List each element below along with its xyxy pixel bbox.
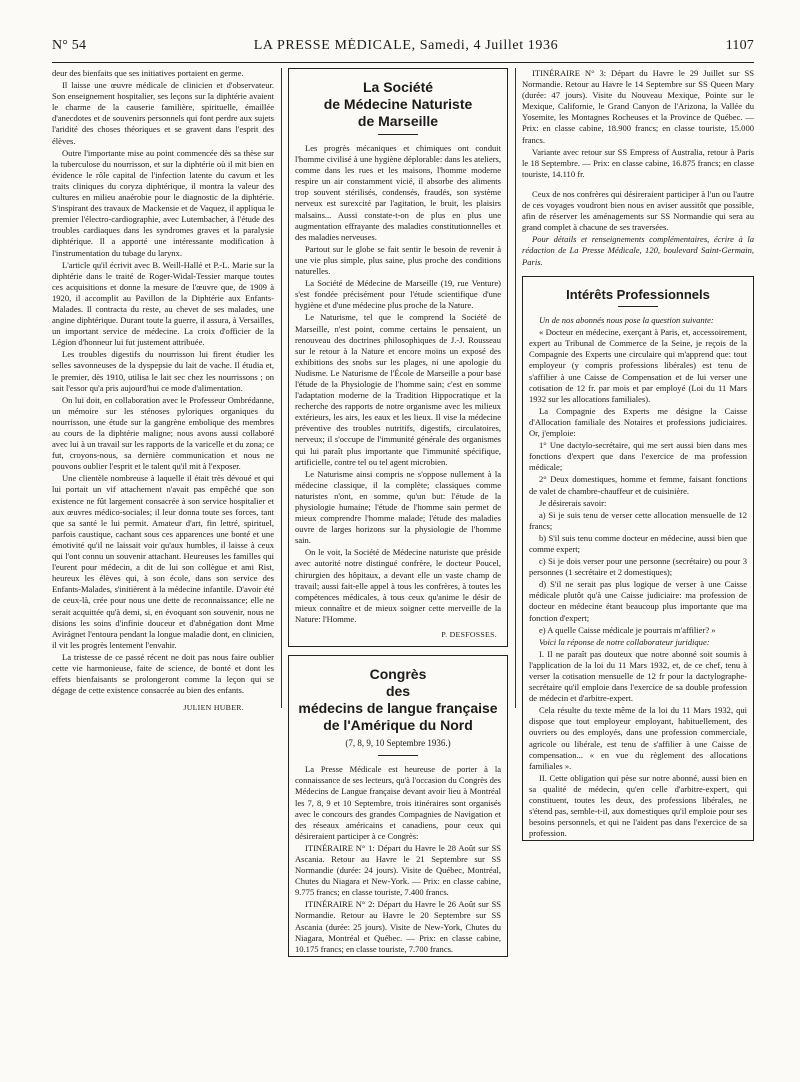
- paragraph: c) Si je dois verser pour une personne (secrétaire) ou pour 3 personnes (1 secrétaire et 2 domestiques);: [529, 556, 747, 578]
- page-header: [52, 38, 754, 60]
- paragraph: Une clientèle nombreuse à laquelle il était très dévoué et qui lui portait un vif attachement n'avait pas empêché que son existence ne fût largement consacrée à son service hospitalier et aux œuvres médico-sociales; il leur donna toute ses forces, tant que sa santé le lui permit. Amateur d'art, fin lettré, spirituel, parfois caustique, cachant sous ces apparences une bonté et une émotivité qu'il ne laissait voir qu'aux humbles, il laisse à ceux qui l'ont connu un souvenir attachant. Heureuses les familles qui l'eurent pour médecin, a dit de lui son collègue et ami Rist, heureux les élèves qui, à son école, dans son service des Enfants-Malades, s'initièrent à la médecine infantile. D'avoir été de ceux-là, crée pour nous une dette de reconnaissance; elle ne serait acquittée qu'à demi, si, en évoquant son souvenir, nous ne disions les soins d'infinie douceur et d'abnégation dont Mme Avirágnet l'entoura pendant la longue maladie dont, en clinicien, il vit les progrès lentement l'envahir.: [52, 473, 274, 650]
- column-2: [288, 68, 508, 1078]
- paragraph: Partout sur le globe se fait sentir le besoin de revenir à une vie plus simple, plus saine, plus proche des conditions naturelles.: [295, 243, 501, 277]
- article-title: Intérêts Professionnels: [566, 286, 710, 302]
- header-rule: [52, 62, 754, 63]
- paragraph: Les troubles digestifs du nourrisson lui firent étudier les selles savonneuses de la dyspepsie du lait de vache. Il étudia et, le premier, dès 1910, utilisa le lait sec chez les nourrissons ; on sait l'essor qu'a pris aujourd'hui ce mode d'alimentation.: [52, 349, 274, 393]
- paragraph: Pour détails et renseignements complémentaires, écrire à la rédaction de La Presse Médicale, 120, boulevard Saint-Germain, Paris.: [522, 234, 754, 267]
- paragraph: II. Cette obligation qui pèse sur notre abonné, aussi bien en sa qualité de médecin, qu'en celle d'arbitre-expert, qui constituent, toutes les deux, des professions libérales, ne s'étend pas, semble-t-il, aux domestiques qu'il emploie pour ses besoins personnels, et qui ne l'aident pas dans l'exercice de sa profession.: [529, 772, 747, 839]
- itinerary: ITINÉRAIRE N° 3: Départ du Havre le 29 Juillet sur SS Normandie. Retour au Havre le 14 Septembre sur SS Queen Mary (durée: 47 jours). Visite du Nouveau Mexique, Pointe sur le Mexique, Californie, le Grand Canyon de l'Arizona, la Vallée du Yosemite, les Montagnes Rocheuses et la Province de Québec. — Prix: en classe cabine, 18.900 francs; en classe touriste, 15.000 francs.: [522, 68, 754, 145]
- title-rule: [378, 134, 418, 135]
- column-rule: [515, 68, 516, 708]
- paragraph: Je désirerais savoir:: [539, 497, 607, 508]
- congress-dates: (7, 8, 9, 10 Septembre 1936.): [345, 738, 451, 749]
- congres-article: [288, 655, 508, 957]
- publication-line: LA PRESSE MÉDICALE, Samedi, 4 Juillet 1936: [253, 38, 559, 53]
- title-line: de Marseille: [357, 113, 439, 129]
- paragraph: On lui doit, en collaboration avec le Professeur Ombrédanne, un mémoire sur les sténoses pyloriques organiques du nourrisson, une étude sur la gangrène embolique des membres au cours de la diphtérie maligne; nous avons aussi collaboré avec lui à un travail sur les rapports de la varicelle et du zona; ce fut, croyons-nous, sa dernière communication et nous ne pouvons oublier l'esprit et le talent qu'il mit à l'exposer.: [52, 394, 274, 472]
- title-line: des: [385, 683, 411, 700]
- title-line: La Société: [362, 79, 434, 95]
- paragraph: Il laisse une œuvre médicale de clinicien et d'observateur. Son enseignement hospitalier, ses leçons sur la diphtérie avaient le charme de la causerie familière, spirituelle, émaillée d'anecdotes et de souvenirs personnels qui font perdre aux sujets l'aridité des choses théoriques et se gravent dans l'esprit des élèves.: [52, 80, 274, 146]
- paragraph: La tristesse de ce passé récent ne doit pas nous faire oublier cette vie harmonieuse, faite de science, de bonté et dont les effets bienfaisants se prolongeront comme la leçon qui se dégage de cette existence consacrée au bien des enfants.: [52, 651, 274, 696]
- title-rule: [618, 306, 658, 307]
- author-signature: P. DESFOSSES.: [441, 630, 497, 640]
- paragraph: Outre l'importante mise au point commencée dès sa thèse sur la tuberculose du nourrisson, et sur la diphtérie où il mit bien en évidence le rôle capital de l'infection latente du cavum et les traits cliniques du coryza diphtérique, il montra la valeur des cultures en milieu anaérobie pour le diagnostic de la diphtérie. S'inspirant des travaux de Mackensie et de Vaquez, il appliqua le premier l'électro-cardiographie, avec Lutembacher, à l'étude des troubles cardiaques dans les syndromes graves et la paralysie diphtérique. Il a apporté une intéressante modification à l'instrumentation du tubage du larynx.: [52, 147, 274, 258]
- title-line: de Médecine Naturiste: [323, 96, 473, 112]
- column-rule: [281, 68, 282, 708]
- paragraph: a) Si je suis tenu de verser cette allocation mensuelle de 12 francs;: [529, 509, 747, 531]
- paragraph: La Compagnie des Experts me désigne la Caisse d'Allocation familiale des Notaires et professions judiciaires. Or, j'emploie:: [529, 405, 747, 439]
- paragraph: « Docteur en médecine, exerçant à Paris, et, accessoirement, expert au Tribunal de Commerce de la Seine, je reçois de la Compagnie des Experts une circulaire qui m'apprend que: tout employeur (y compris professions libérales) est tenu de s'affilier à une Caisse de Compensation et de lui verser une cotisation de 12 fr. par mois et par employé (Loi du 11 Mars 1932 sur les allocations familiales).: [529, 327, 747, 404]
- paragraph: Ceux de nos confrères qui désireraient participer à l'un ou l'autre de ces voyages voudront bien nous en aviser aussitôt que possible, afin de réserver les aménagements sur SS Normandie qui sera au grand complet à chacune de ses traversées.: [522, 188, 754, 233]
- paragraph: deur des bienfaits que ses initiatives portaient en germe.: [52, 68, 244, 78]
- paragraph: I. Il ne paraît pas douteux que notre abonné soit soumis à l'application de la loi du 11 Mars 1932, et, de ce chef, tenu à verser la cotisation mensuelle de 12 fr pour la dactylographe-secrétaire qu'il emploie dans l'exercice de sa double profession de médecin et d'arbitre-expert.: [529, 648, 747, 704]
- journal-page: [52, 38, 754, 1078]
- title-rule: [378, 755, 418, 756]
- paragraph: Le Naturisme ainsi compris ne s'oppose nullement à la médecine classique, il la complète; classiques comme naturistes n'ont, en somme, qu'un but: l'étude de la physiologie humaine; l'étude de l'homme sain permet de mieux comprendre l'homme malade; l'étude des maladies ouvre de larges horizons sur la physiologie de l'homme sain.: [295, 468, 501, 546]
- paragraph: 2° Deux domestiques, homme et femme, faisant fonctions de valet de chambre-chauffeur et de cuisinière.: [529, 474, 747, 496]
- paragraph: Cela résulte du texte même de la loi du 11 Mars 1932, qui dispose que tout employeur employant, habituellement, des ouvriers ou des employés, dans une profession commerciale, agricole ou libérale, est tenu de s'affilier à une Caisse de compensation... « en vue du règlement des allocations familiales ».: [529, 705, 747, 771]
- paragraph: Le Naturisme, tel que le comprend la Société de Marseille, n'est point, comme certains le pensaient, un renouveau des doctrines philosophiques de J.-J. Rousseau sur le retour à la Nature et encore moins un exposé des exhibitions des snobs sur les plages, ni une apologie du Nudisme. Le Naturisme de l'École de Marseille a pour base l'étude de la Physiologie de l'homme sain; c'est en somme l'adaptation moderne de la Tradition Hippocratique et la recherche des rapports de notre organisme avec les milieux extérieurs, les airs, les eaux et les lieux. Il vise la médecine préventive des troubles nutritifs, digestifs, circulatoires, nerveux; il s'occupe de l'immunité générale des organismes qui lui paraît plus importante que l'immunité spécifique, artificielle, contre tel ou tel agent microbien.: [295, 312, 501, 467]
- itinerary: ITINÉRAIRE N° 2: Départ du Havre le 26 Août sur SS Normandie. Retour au Havre le 20 Septembre sur SS Ascania (durée: 25 jours). Visite de New-York, Chutes du Niagara, Montréal et Québec. — Prix: en classe cabine, 10.175 francs; en classe touriste, 7.700 francs.: [295, 899, 501, 954]
- column-1: [52, 68, 274, 1078]
- article-title: [295, 79, 501, 130]
- societe-article: [288, 68, 508, 647]
- paragraph: d) S'il ne serait pas plus logique de verser à une Caisse médicale plutôt qu'à une Caisse judiciaire: ma profession de docteur en médecine étant beaucoup plus importante que ma fonction d'expert;: [529, 579, 747, 623]
- paragraph: L'article qu'il écrivit avec B. Weill-Hallé et P.-L. Marie sur la diphtérie dans le traité de Roger-Widal-Tessier marque toutes ces acquisitions et donne la mesure de l'œuvre que, de 1909 à 1920, il accomplit au Pavillon de la Diphtérie aux Enfants-Malades. Il contracta du reste, au chevet de ses malades, une angine diphtérique. Durant toute la guerre, il assura, à Versailles, un important service de médecine. La croix d'officier de la Légion d'honneur lui fut justement attribuée.: [52, 259, 274, 348]
- title-line: médecins de langue française: [298, 700, 498, 717]
- article-title: [295, 666, 501, 734]
- page-number: 1107: [725, 38, 754, 53]
- paragraph: Voici la réponse de notre collaborateur juridique:: [539, 636, 710, 647]
- paragraph: On le voit, la Société de Médecine naturiste que préside avec autorité notre distingué confrère, le docteur Poucel, chirurgien des hôpitaux, a devant elle un vaste champ de travail; aussi fait-elle appel à tous les confrères, à toutes les compétences médicales, à tous ceux qu'anime le désir de mieux connaître et de mieux soigner cette merveille de la Nature: l'Homme.: [295, 547, 501, 624]
- paragraph: b) S'il suis tenu comme docteur en médecine, aussi bien que comme expert;: [529, 532, 747, 554]
- author-signature: JULIEN HUBER.: [183, 703, 244, 713]
- issue-number: N° 54: [52, 38, 87, 53]
- paragraph: Les progrès mécaniques et chimiques ont conduit l'homme civilisé à une hygiène déplorable: dans les ateliers, comme dans les rues et les maisons, l'homme moderne respire un air constamment vicié, il absorbe des aliments trop souvent stérilisés, condensés, fraudés, son système nerveux est surexcité par l'agitation, le bruit, les plaisirs malsains... Aussi constate-t-on de plus en plus une augmentation effrayante des maladies constitutionnelles et des maladies nerveuses.: [295, 143, 501, 242]
- paragraph: La Société de Médecine de Marseille (19, rue Venture) s'est fondée précisément pour l'étude scientifique d'une hygiène et d'une médecine plus proche de la Nature.: [295, 278, 501, 311]
- interets-article: [522, 276, 754, 842]
- paragraph: Un de nos abonnés nous pose la question suivante:: [539, 315, 714, 326]
- paragraph: La Presse Médicale est heureuse de porter à la connaissance de ses lecteurs, qu'à l'occasion du Congrès des Médecins de Langue française devant avoir lieu à Montréal les 7, 8, 9 et 10 Septembre, trois itinéraires sont organisés avec le concours des grandes Compagnies de Navigation et des réseaux américains et canadiens, pour ceux qui désireraient participer à ce Congrès:: [295, 764, 501, 841]
- itinerary: ITINÉRAIRE N° 1: Départ du Havre le 28 Août sur SS Ascania. Retour au Havre le 21 Septembre sur SS Normandie (durée: 24 jours). Visite de Québec, Montréal, Chutes du Niagara et New-York. — Prix: en classe cabine, 9.775 francs; en classe touriste, 7.400 francs.: [295, 842, 501, 898]
- title-line: Congrès: [369, 666, 427, 683]
- itinerary-variant: Variante avec retour sur SS Empress of Australia, retour à Paris le 18 Septembre. — Prix: en classe cabine, 16.875 francs; en classe touriste, 14.110 fr.: [522, 146, 754, 179]
- paragraph: 1° Une dactylo-secrétaire, qui me sert aussi bien dans mes fonctions d'expert que dans l'exercice de ma profession médicale;: [529, 440, 747, 473]
- column-3: [522, 68, 754, 1078]
- paragraph: e) A quelle Caisse médicale je pourrais m'affilier? »: [539, 624, 716, 635]
- title-line: de l'Amérique du Nord: [323, 717, 473, 734]
